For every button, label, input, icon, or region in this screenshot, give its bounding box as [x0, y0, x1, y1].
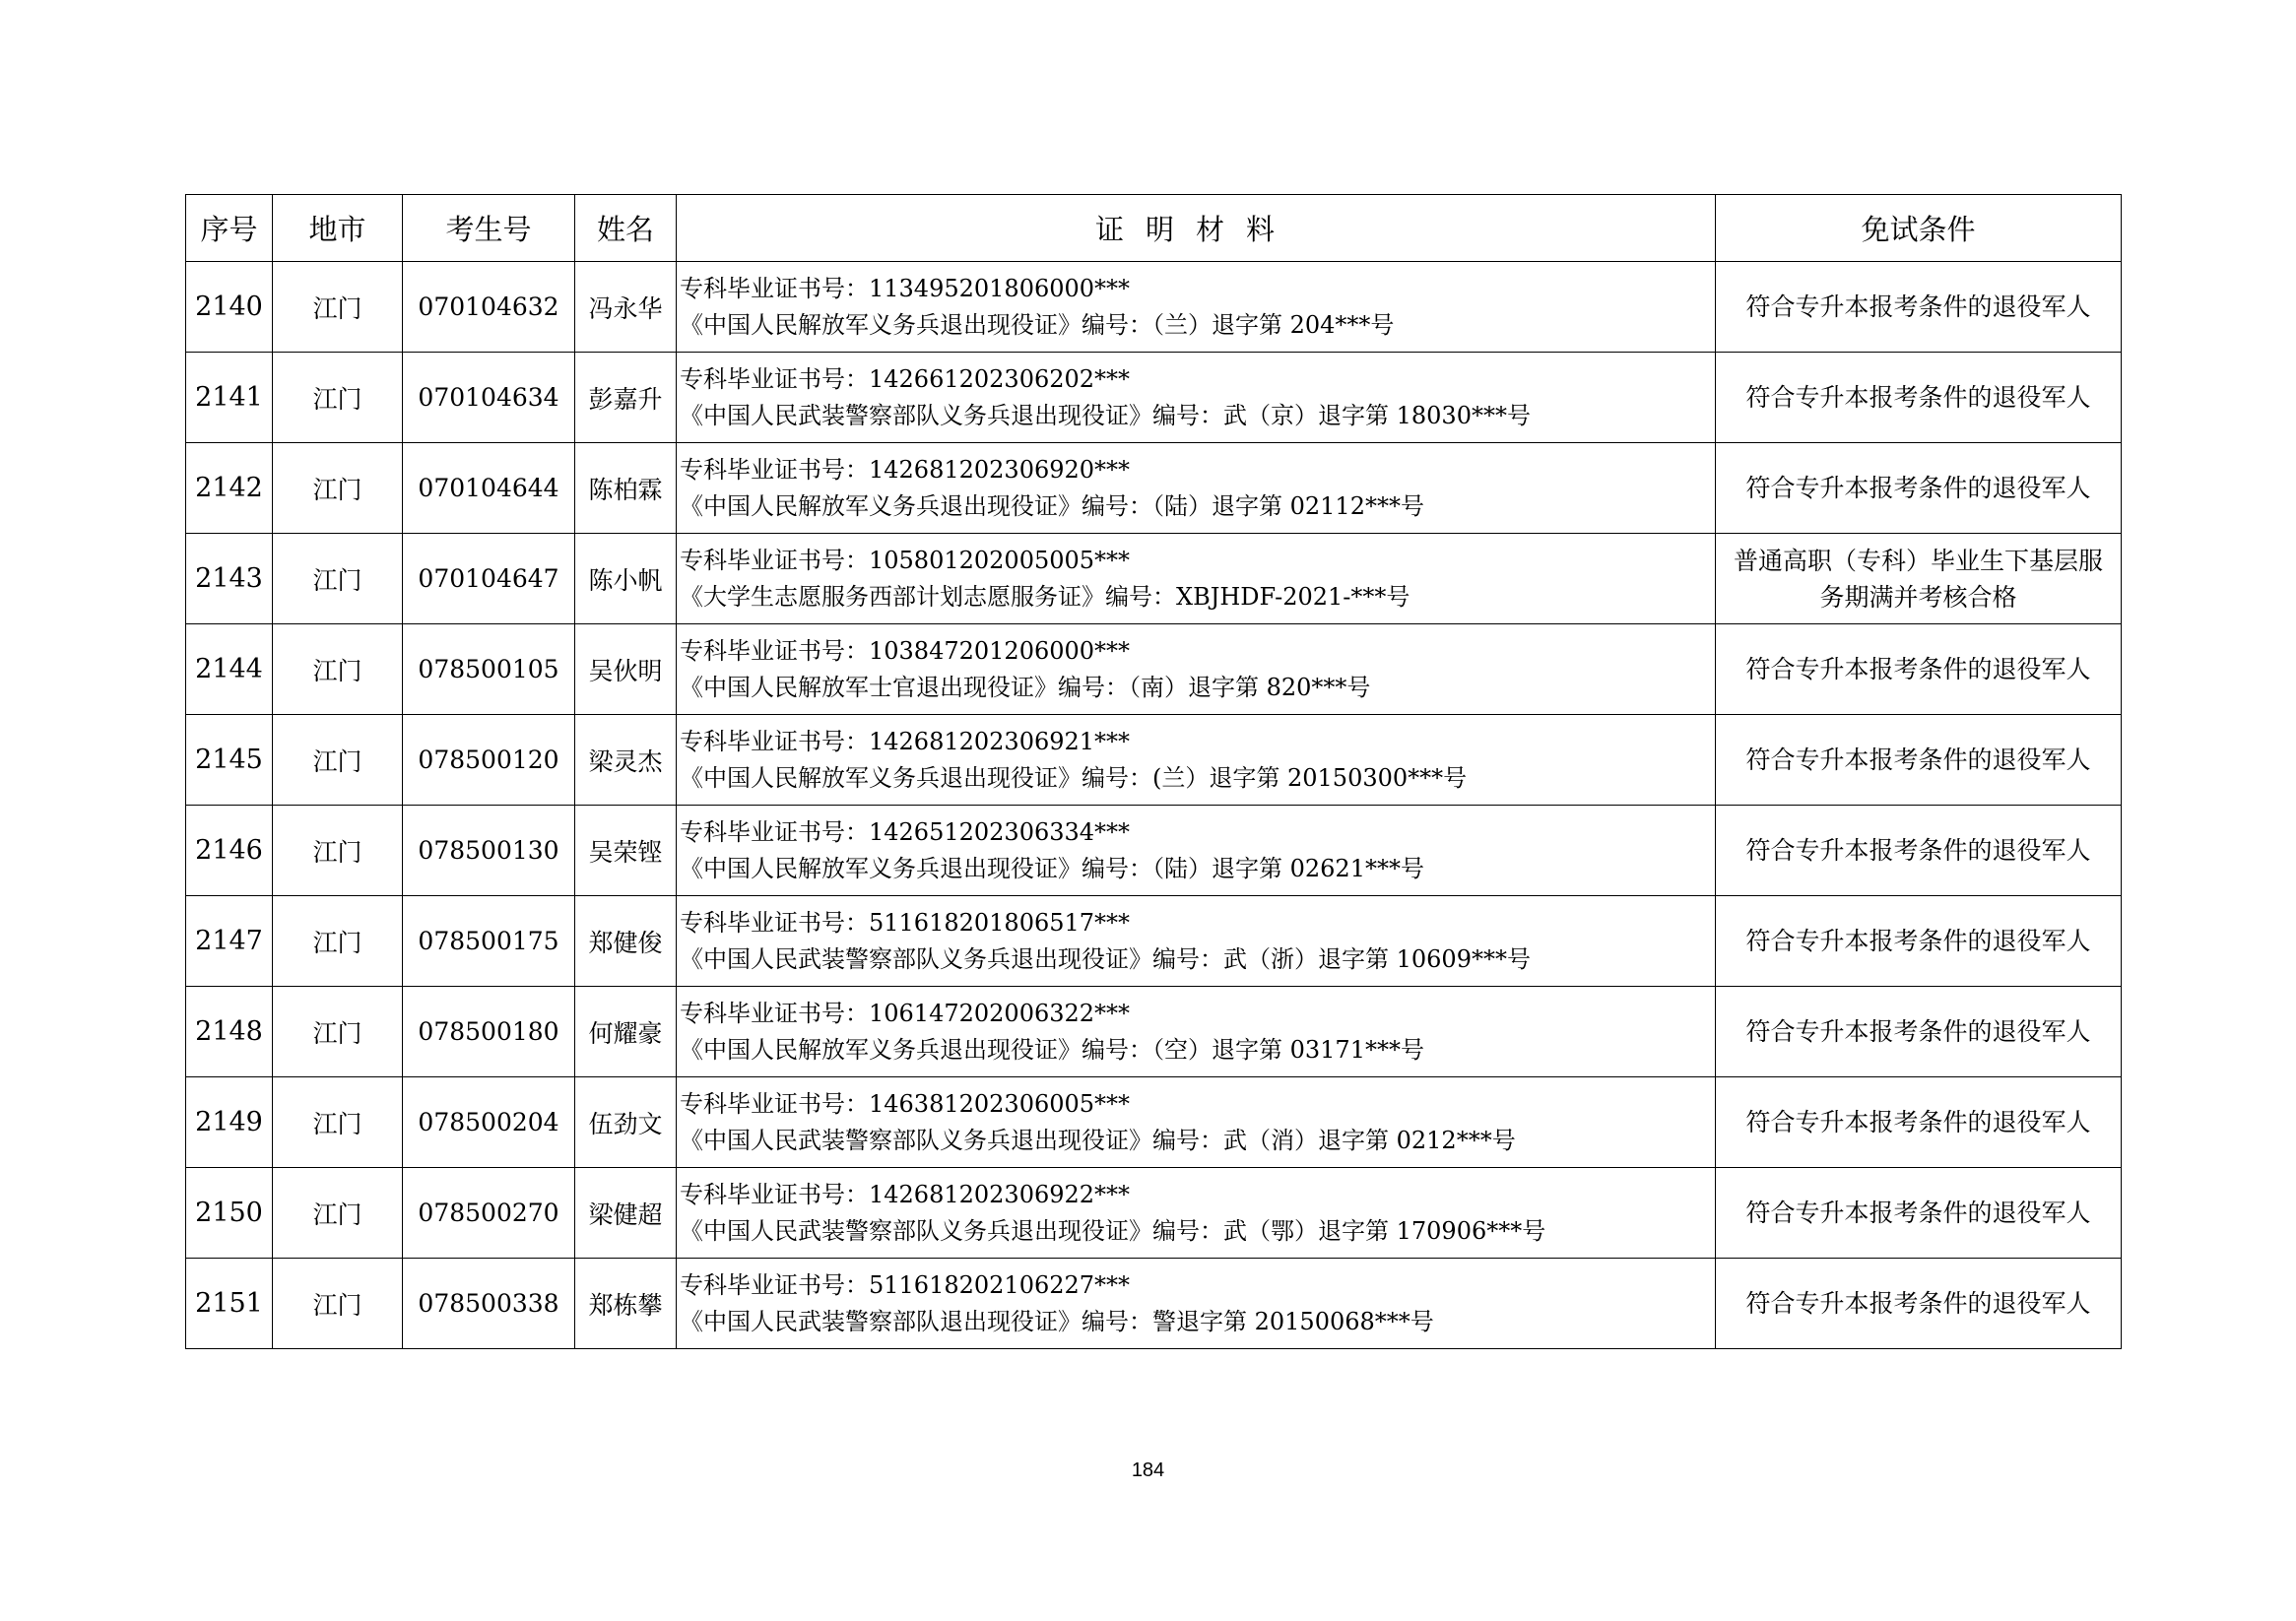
proof-certificate-line: 《中国人民武装警察部队义务兵退出现役证》编号：武（鄂）退字第 170906***号	[680, 1216, 1546, 1245]
table-row	[186, 715, 2122, 806]
proof-certificate-line: 《中国人民武装警察部队义务兵退出现役证》编号：武（浙）退字第 10609***号	[680, 944, 1531, 973]
table-row	[186, 624, 2122, 715]
condition-line: 符合专升本报考条件的退役军人	[1745, 746, 2091, 774]
row-city: 江门	[273, 262, 403, 353]
row-condition	[1716, 534, 2122, 624]
condition-line: 符合专升本报考条件的退役军人	[1745, 1017, 2091, 1046]
row-city: 江门	[273, 353, 403, 443]
proof-diploma-line: 专科毕业证书号：142661202306202***	[680, 364, 1131, 393]
row-number: 2145	[186, 715, 273, 806]
condition-line-2: 务期满并考核合格	[1819, 582, 2017, 612]
proof-certificate-line: 《中国人民解放军士官退出现役证》编号：（南）退字第 820***号	[680, 673, 1371, 701]
row-city: 江门	[273, 624, 403, 715]
row-exam-id: 078500338	[403, 1259, 575, 1349]
row-condition	[1716, 896, 2122, 987]
condition-line: 符合专升本报考条件的退役军人	[1745, 474, 2091, 502]
row-name: 梁健超	[575, 1168, 677, 1259]
proof-diploma-line: 专科毕业证书号：142651202306334***	[680, 817, 1131, 846]
row-exam-id: 070104632	[403, 262, 575, 353]
row-number: 2140	[186, 262, 273, 353]
row-condition	[1716, 715, 2122, 806]
row-city: 江门	[273, 896, 403, 987]
exemption-table	[185, 194, 2122, 1349]
row-name: 梁灵杰	[575, 715, 677, 806]
row-exam-id: 070104634	[403, 353, 575, 443]
row-exam-id: 078500180	[403, 987, 575, 1077]
row-proof	[677, 715, 1716, 806]
row-exam-id: 078500105	[403, 624, 575, 715]
row-name: 伍劲文	[575, 1077, 677, 1168]
row-name: 郑健俊	[575, 896, 677, 987]
condition-line: 符合专升本报考条件的退役军人	[1745, 836, 2091, 865]
proof-certificate-line: 《中国人民武装警察部队义务兵退出现役证》编号：武（消）退字第 0212***号	[680, 1126, 1516, 1154]
condition-line: 普通高职（专科）毕业生下基层服	[1733, 546, 2103, 575]
row-number: 2149	[186, 1077, 273, 1168]
row-proof	[677, 353, 1716, 443]
condition-line: 符合专升本报考条件的退役军人	[1745, 1199, 2091, 1227]
row-name: 吴荣铿	[575, 806, 677, 896]
condition-line: 符合专升本报考条件的退役军人	[1745, 655, 2091, 683]
row-proof	[677, 262, 1716, 353]
row-name: 吴伙明	[575, 624, 677, 715]
row-number: 2141	[186, 353, 273, 443]
row-exam-id: 078500130	[403, 806, 575, 896]
proof-diploma-line: 专科毕业证书号：146381202306005***	[680, 1089, 1131, 1118]
table-row	[186, 987, 2122, 1077]
row-city: 江门	[273, 806, 403, 896]
condition-line: 符合专升本报考条件的退役军人	[1745, 383, 2091, 412]
condition-line: 符合专升本报考条件的退役军人	[1745, 927, 2091, 955]
row-number: 2143	[186, 534, 273, 624]
row-exam-id: 070104644	[403, 443, 575, 534]
row-proof	[677, 1168, 1716, 1259]
row-proof	[677, 806, 1716, 896]
row-number: 2150	[186, 1168, 273, 1259]
table-row	[186, 443, 2122, 534]
row-number: 2151	[186, 1259, 273, 1349]
condition-line: 符合专升本报考条件的退役军人	[1745, 292, 2091, 321]
proof-diploma-line: 专科毕业证书号：106147202006322***	[680, 999, 1131, 1027]
row-city: 江门	[273, 987, 403, 1077]
row-name: 郑栋攀	[575, 1259, 677, 1349]
row-proof	[677, 896, 1716, 987]
row-number: 2148	[186, 987, 273, 1077]
table-row	[186, 1168, 2122, 1259]
table-row	[186, 1259, 2122, 1349]
proof-diploma-line: 专科毕业证书号：511618201806517***	[680, 908, 1131, 937]
row-proof	[677, 1077, 1716, 1168]
row-number: 2142	[186, 443, 273, 534]
row-condition	[1716, 1077, 2122, 1168]
row-city: 江门	[273, 443, 403, 534]
row-exam-id: 078500120	[403, 715, 575, 806]
row-condition	[1716, 262, 2122, 353]
row-name: 冯永华	[575, 262, 677, 353]
header-condition: 免试条件	[1716, 195, 2122, 262]
row-exam-id: 078500175	[403, 896, 575, 987]
table-row	[186, 1077, 2122, 1168]
row-condition	[1716, 1168, 2122, 1259]
header-name: 姓名	[575, 195, 677, 262]
row-condition	[1716, 987, 2122, 1077]
table-row	[186, 262, 2122, 353]
proof-certificate-line: 《中国人民解放军义务兵退出现役证》编号：（兰）退字第 204***号	[680, 310, 1395, 339]
header-no: 序号	[186, 195, 273, 262]
table-row	[186, 353, 2122, 443]
row-condition	[1716, 1259, 2122, 1349]
header-exam-id: 考生号	[403, 195, 575, 262]
row-condition	[1716, 806, 2122, 896]
row-proof	[677, 624, 1716, 715]
row-city: 江门	[273, 534, 403, 624]
row-name: 陈柏霖	[575, 443, 677, 534]
proof-diploma-line: 专科毕业证书号：142681202306922***	[680, 1180, 1131, 1208]
row-proof	[677, 443, 1716, 534]
row-exam-id: 078500204	[403, 1077, 575, 1168]
proof-diploma-line: 专科毕业证书号：105801202005005***	[680, 546, 1131, 574]
row-city: 江门	[273, 1077, 403, 1168]
row-city: 江门	[273, 715, 403, 806]
row-exam-id: 070104647	[403, 534, 575, 624]
proof-certificate-line: 《中国人民解放军义务兵退出现役证》编号：(兰）退字第 20150300***号	[680, 763, 1468, 792]
proof-certificate-line: 《中国人民解放军义务兵退出现役证》编号：（陆）退字第 02621***号	[680, 854, 1424, 882]
proof-diploma-line: 专科毕业证书号：511618202106227***	[680, 1270, 1131, 1299]
row-proof	[677, 534, 1716, 624]
proof-certificate-line: 《中国人民解放军义务兵退出现役证》编号：（空）退字第 03171***号	[680, 1035, 1424, 1064]
table-row	[186, 896, 2122, 987]
proof-certificate-line: 《中国人民武装警察部队义务兵退出现役证》编号：武（京）退字第 18030***号	[680, 401, 1531, 429]
row-number: 2147	[186, 896, 273, 987]
row-exam-id: 078500270	[403, 1168, 575, 1259]
header-row	[186, 195, 2122, 262]
row-name: 陈小帆	[575, 534, 677, 624]
row-name: 何耀豪	[575, 987, 677, 1077]
row-condition	[1716, 443, 2122, 534]
proof-certificate-line: 《中国人民武装警察部队退出现役证》编号：警退字第 20150068***号	[680, 1307, 1434, 1335]
row-number: 2144	[186, 624, 273, 715]
condition-line: 符合专升本报考条件的退役军人	[1745, 1108, 2091, 1136]
page-number: 184	[1131, 1459, 1165, 1481]
proof-diploma-line: 专科毕业证书号：142681202306920***	[680, 455, 1131, 484]
row-condition	[1716, 624, 2122, 715]
proof-diploma-line: 专科毕业证书号：142681202306921***	[680, 727, 1131, 755]
header-proof: 证明材料	[677, 195, 1716, 262]
row-city: 江门	[273, 1259, 403, 1349]
condition-line: 符合专升本报考条件的退役军人	[1745, 1289, 2091, 1318]
row-proof	[677, 1259, 1716, 1349]
row-city: 江门	[273, 1168, 403, 1259]
row-condition	[1716, 353, 2122, 443]
proof-diploma-line: 专科毕业证书号：103847201206000***	[680, 636, 1131, 665]
header-city: 地市	[273, 195, 403, 262]
proof-diploma-line: 专科毕业证书号：113495201806000***	[680, 274, 1131, 302]
row-proof	[677, 987, 1716, 1077]
table-row	[186, 534, 2122, 624]
table-row	[186, 806, 2122, 896]
row-name: 彭嘉升	[575, 353, 677, 443]
proof-certificate-line: 《中国人民解放军义务兵退出现役证》编号：（陆）退字第 02112***号	[680, 491, 1424, 520]
row-number: 2146	[186, 806, 273, 896]
proof-certificate-line: 《大学生志愿服务西部计划志愿服务证》编号：XBJHDF-2021-***号	[680, 582, 1410, 611]
